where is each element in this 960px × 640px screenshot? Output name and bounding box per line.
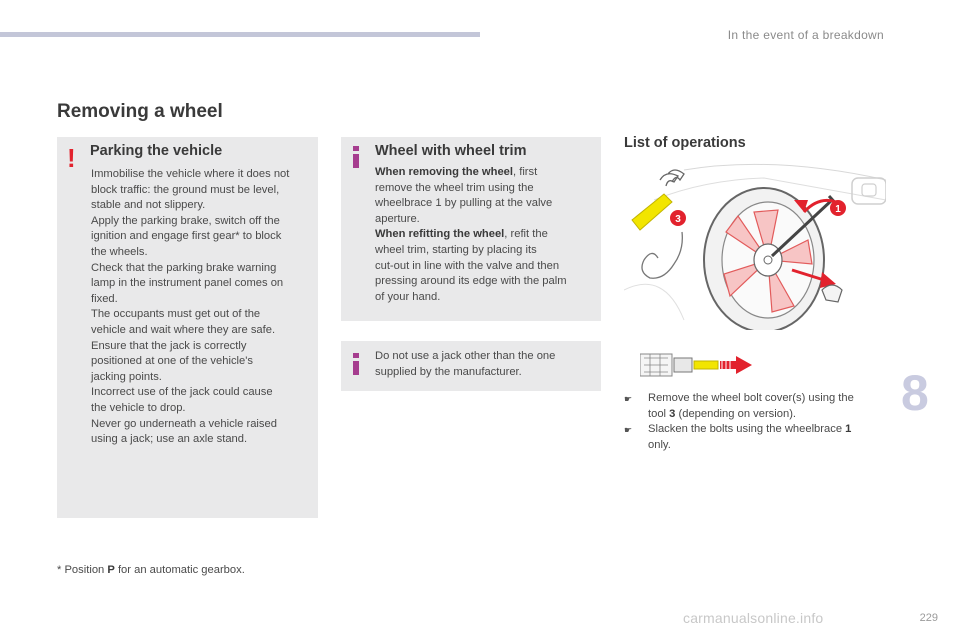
- parking-line: positioned at one of the vehicle's: [91, 355, 253, 368]
- page-number: 229: [919, 612, 938, 624]
- parking-line: Ensure that the jack is correctly: [91, 339, 247, 352]
- parking-line: ignition and engage first gear* to block: [91, 230, 282, 243]
- operation-item: ☛ Slacken the bolts using the wheelbrace 1 only.: [624, 423, 852, 451]
- parking-line: the wheels.: [91, 245, 148, 258]
- removing-label: When removing the wheel: [375, 166, 513, 178]
- header-rule: [0, 32, 480, 37]
- parking-line: lamp in the instrument panel comes on: [91, 277, 284, 290]
- parking-line: Immobilise the vehicle where it does not: [91, 168, 290, 180]
- parking-line: vehicle and wait where they are safe.: [91, 323, 276, 336]
- parking-line: fixed.: [91, 292, 118, 305]
- wheelbrace-tool-icon: [640, 348, 758, 382]
- jack-info-box: [341, 341, 601, 391]
- chapter-number: 8: [901, 365, 929, 421]
- svg-text:1: 1: [835, 204, 841, 215]
- parking-text: [91, 167, 316, 448]
- parking-line: Check that the parking brake warning: [91, 261, 277, 274]
- parking-warning-box: [57, 137, 318, 518]
- footnote: * Position P for an automatic gearbox.: [57, 564, 245, 576]
- parking-line: using a jack; use an axle stand.: [91, 433, 248, 446]
- parking-line: The occupants must get out of the: [91, 308, 261, 321]
- watermark: carmanualsonline.info: [683, 610, 824, 626]
- wheel-trim-text: When removing the wheel, first remove the wheel trim using the wheelbrace 1 by pulling at the valve aperture. When refitting the wheel, refit the wheel trim, starting by placing its cut-out in line with the valve and then pressing around its edge with the palm of your hand.: [375, 166, 567, 303]
- parking-line: Apply the parking brake, switch off the: [91, 214, 280, 227]
- wheel-trim-title: Wheel with wheel trim: [375, 143, 527, 159]
- parking-line: block traffic: the ground must be level,: [91, 183, 280, 196]
- parking-line: jacking points.: [91, 370, 162, 383]
- info-icon: [353, 353, 359, 375]
- svg-text:3: 3: [675, 214, 681, 225]
- refitting-label: When refitting the wheel: [375, 228, 505, 241]
- warning-exclamation-icon: !: [67, 143, 76, 173]
- page-title: Removing a wheel: [57, 101, 223, 122]
- parking-line: the vehicle to drop.: [91, 401, 186, 414]
- pointing-hand-icon: ☛: [624, 394, 633, 404]
- operation-item: ☛ Remove the wheel bolt cover(s) using the tool 3 (depending on version).: [624, 392, 854, 420]
- chapter-title: In the event of a breakdown: [727, 28, 884, 42]
- parking-line: Incorrect use of the jack could cause: [91, 386, 273, 399]
- parking-title: Parking the vehicle: [90, 143, 223, 159]
- operations-heading: List of operations: [624, 135, 746, 151]
- parking-line: Never go underneath a vehicle raised: [91, 417, 277, 430]
- operations-list: [624, 391, 879, 453]
- pointing-hand-icon: ☛: [624, 425, 633, 436]
- parking-line: stable and not slippery.: [91, 199, 206, 212]
- wheel-trim-info-box: [341, 137, 601, 321]
- wheel-removal-illustration: [624, 160, 886, 330]
- jack-text: Do not use a jack other than the one supplied by the manufacturer.: [375, 350, 556, 378]
- info-icon: [353, 146, 359, 168]
